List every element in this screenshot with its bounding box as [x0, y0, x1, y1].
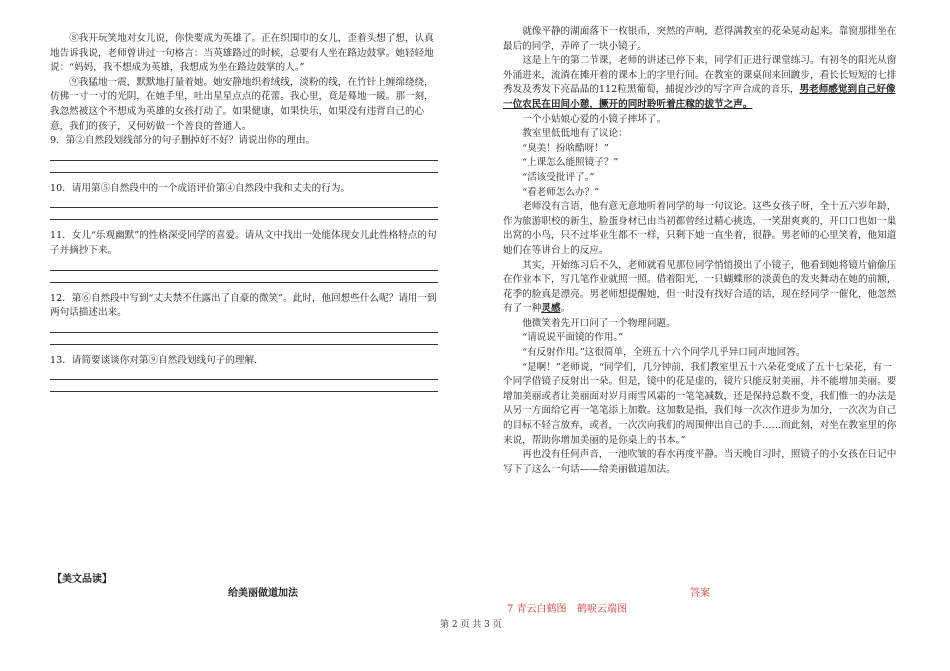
answer-line[interactable] [50, 271, 438, 283]
question-9: 9．第②自然段划线部分的句子删掉好不好？请说出你的理由。 [50, 135, 316, 147]
related-link[interactable]: 鹤唳云端图 [577, 604, 627, 615]
section-tag: 【美文品读】 [52, 574, 112, 585]
underlined-sentence: 男老师感觉到自己好像一位农民在田间小憩，撅开的同时聆听着庄稼的拔节之声。 [503, 84, 896, 110]
related-link[interactable]: 7 青云白鹤图 [507, 604, 567, 615]
story-paragraph [503, 54, 900, 112]
left-column [50, 32, 438, 392]
answer-line[interactable] [50, 161, 438, 173]
story-paragraph: 他微笑着先开口问了一个物理问题。 [522, 317, 676, 329]
story-paragraph: 一个小姑娘心爱的小镜子摔坏了。 [522, 113, 667, 125]
question-10: 10．请用第⑤自然段中的一个成语评价第④自然段中我和丈夫的行为。 [50, 182, 351, 194]
answer-line[interactable] [50, 208, 438, 220]
answer-line[interactable] [50, 196, 438, 208]
answer-line[interactable] [50, 380, 438, 392]
answer-line[interactable] [50, 368, 438, 380]
story-paragraph: 教室里低低地有了议论： [522, 128, 628, 140]
question-11: 11．女儿“乐观幽默”的性格深受同学的喜爱。请从文中找出一处能体现女儿此性格特点的句子并摘抄下来。 [50, 230, 437, 256]
dialogue-line: “上课怎么能照镜子？” [522, 157, 619, 169]
story-text: 这是上午的第二节课，老师的讲述已停下来，同学们正进行课堂练习。有初冬的阳光从窗外涌进来，流淌在摊开着的课本上的字里行间。在教室的课桌间来回踱步，看长长短短的七排秀发及秀发下亮晶晶的112粒黑葡萄，捕捉沙沙的写字声合成的音乐， [503, 55, 897, 96]
story-paragraph: 再也没有任何声音，一池吹皱的春水再度平静。当天晚自习时，照镜子的小女孩在日记中写下了这么一句话——给美丽做道加法。 [503, 449, 897, 475]
story-paragraph [503, 259, 900, 317]
dialogue-line: “请说说平面镜的作用。” [522, 332, 624, 344]
answer-line[interactable] [50, 333, 438, 345]
story-text: 。 [560, 303, 571, 315]
paragraph-8: ⑧我开玩笑地对女儿说，你快要成为英雄了。正在织围巾的女儿，歪着头想了想，认真地告诉我说，老师曾讲过一句格言：当英雄路过的时候，总要有人坐在路边鼓掌。她轻轻地说：“妈妈，我不想成为英雄，我想成为坐在路边鼓掌的人。” [50, 33, 434, 74]
answer-line[interactable] [50, 321, 438, 333]
dialogue-line: “有反射作用。”这很简单，全班五十六个同学几乎异口同声地回答。 [522, 347, 806, 359]
dialogue-line: “活该受批评了。” [522, 171, 595, 183]
answer-line[interactable] [50, 149, 438, 161]
paragraph-9: ⑨我猛地一震，默默地打量着她。她安静地织着绒线，淡粉的线，在竹针上缠绵绕绕，仿佛一寸一寸的光阴，在她手里，吐出星星点点的花蕾。我心里，竟是蓦地一暖。那一刻，我忽然被这个不想成为英雄的女孩打动了。如果健康，如果快乐，如果没有违背自己的心意，我们的孩子，又何妨做一个善良的普通人。 [50, 76, 434, 132]
question-13: 13．请简要谈谈你对第⑨自然段划线句子的理解. [50, 354, 258, 366]
story-text: 其实，开始练习后不久，老师就看见那位同学悄悄摸出了小镜子，他看到她将镜片偷偷压在作业本下，写几笔作业就照一照。借着阳光，一只蝴蝶形的淡黄色的发夹舞动在她的前额，花季的脸真是漂亮。男老师想提醒她，但一时没有找好合适的话，现在经同学一催化，他忽然有了一种 [503, 259, 897, 315]
story-paragraph: 就像平静的湖面落下一枚银币，突然的声响，惹得满教室的花朵晃动起来。靠窗那排坐在最后的同学，弄碎了一块小镜子。 [503, 26, 897, 52]
question-12: 12．第⑥自然段中写到“丈夫禁不住露出了自豪的微笑”。此时，他回想些什么呢？请用一到两句话描述出来。 [50, 292, 437, 319]
answer-link[interactable]: 答案 [690, 588, 710, 599]
right-column [503, 25, 900, 477]
dialogue-line: “看老师怎么办？” [522, 186, 600, 198]
dialogue-line: “臭美！扮啥酷呀！” [522, 142, 609, 154]
underlined-word: 灵感 [541, 303, 561, 315]
story-paragraph: “是啊！”老师说，“同学们，几分钟前，我们教室里五十六朵花变成了五十七朵花，有一个同学借镜子反射出一朵。但是，镜中的花是虚的，镜片只能反射美丽，并不能增加美丽。要增加美丽或者让美丽面对岁月雨雪风霜的一笔笔减数，还是保持总数不变，我们惟一的办法是从另一方面给它再一笔笔添上加数。这加数是指，我们每一次次作进步为加分，一次次为自己的目标不轻言放弃，或者，一次次向我们的周围伸出自己的手……而此刻，对坐在教室里的你来说，帮助你增加美丽的是你桌上的书本。” [503, 361, 897, 446]
story-paragraph: 老师没有言语，他有意无意地听着同学的每一句议论。这些女孩子呀，全十五六岁年龄，作为旅游职校的新生，脸蛋身材已由当初都曾经过精心挑选，一笑甜爽爽的，开口口也如一巢出窝的小鸟，只不过毕业生都不一样，只剩下她一直坐着，很静。男老师的心里笑着，他知道她们在等讲台上的反应。 [503, 201, 897, 256]
page-number: 第 2 页 共 3 页 [440, 620, 502, 630]
answer-line[interactable] [50, 259, 438, 271]
essay-title: 给美丽做道加法 [228, 588, 298, 599]
